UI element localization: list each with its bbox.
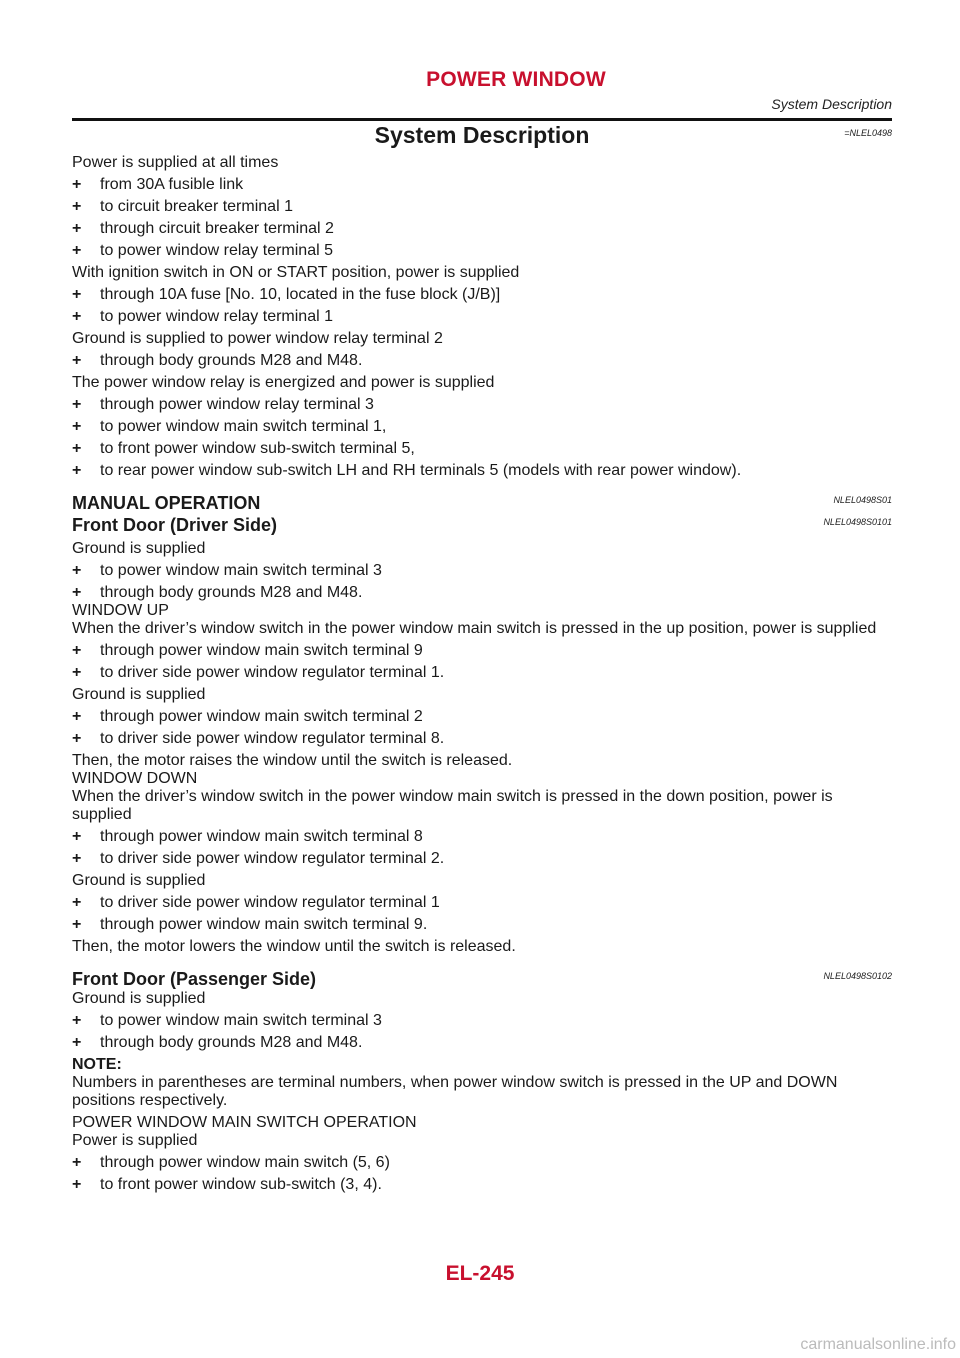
bullet-item <box>72 708 892 726</box>
driver-side-heading <box>72 514 892 536</box>
passenger-side-heading <box>72 968 892 990</box>
bullet-text: to power window main switch terminal 3 <box>100 1012 382 1029</box>
passenger-side-title: Front Door (Passenger Side) <box>72 969 317 989</box>
driver-side-code: NLEL0498S0101 <box>823 517 892 527</box>
driver-side-title: Front Door (Driver Side) <box>72 515 278 535</box>
bullet-glyph: + <box>72 352 82 369</box>
bullet-text: through circuit breaker terminal 2 <box>100 220 334 237</box>
paragraph: Power is supplied <box>72 1132 198 1149</box>
paragraph: Ground is supplied <box>72 686 206 703</box>
bullet-item <box>72 198 892 216</box>
bullet-text: through power window relay terminal 3 <box>100 396 374 413</box>
bullet-glyph: + <box>72 730 82 747</box>
paragraph: The power window relay is energized and power is supplied <box>72 374 495 391</box>
bullet-glyph: + <box>72 1176 82 1193</box>
header-subtitle: System Description <box>771 96 892 112</box>
page-content <box>72 120 892 1194</box>
paragraph: WINDOW UP <box>72 602 169 619</box>
bullet-text: through power window main switch terminal 9. <box>100 916 428 933</box>
bullet-glyph: + <box>72 894 82 911</box>
paragraph: With ignition switch in ON or START position, power is supplied <box>72 264 520 281</box>
bullet-glyph: + <box>72 220 82 237</box>
bullet-glyph: + <box>72 440 82 457</box>
driver-block <box>72 540 892 956</box>
paragraph: Ground is supplied <box>72 872 206 889</box>
bullet-glyph: + <box>72 1034 82 1051</box>
bullet-item <box>72 1034 892 1052</box>
bullet-glyph: + <box>72 642 82 659</box>
bullet-text: to power window relay terminal 5 <box>100 242 333 259</box>
bullet-text: to power window main switch terminal 1, <box>100 418 387 435</box>
paragraph: Ground is supplied to power window relay terminal 2 <box>72 330 443 347</box>
bullet-text: to driver side power window regulator terminal 8. <box>100 730 445 747</box>
bullet-text: through power window main switch terminal 2 <box>100 708 423 725</box>
bullet-item <box>72 664 892 682</box>
bullet-text: through power window main switch terminal 8 <box>100 828 423 845</box>
bullet-text: through body grounds M28 and M48. <box>100 1034 363 1051</box>
bullet-item <box>72 242 892 260</box>
bullet-glyph: + <box>72 462 82 479</box>
passenger-side-code: NLEL0498S0102 <box>823 971 892 981</box>
bullet-text: to front power window sub-switch (3, 4). <box>100 1176 382 1193</box>
paragraph: Power is supplied at all times <box>72 154 279 171</box>
paragraph: Then, the motor raises the window until the switch is released. <box>72 752 513 769</box>
bullet-glyph: + <box>72 850 82 867</box>
bullet-text: to driver side power window regulator terminal 1. <box>100 664 445 681</box>
bullet-glyph: + <box>72 198 82 215</box>
bullet-item <box>72 308 892 326</box>
paragraph: When the driver’s window switch in the power window main switch is pressed in the up position, power is supplied <box>72 620 877 637</box>
bullet-text: to driver side power window regulator terminal 1 <box>100 894 440 911</box>
bullet-item <box>72 916 892 934</box>
page-number: EL-245 <box>445 1262 515 1285</box>
paragraph: Then, the motor lowers the window until the switch is released. <box>72 938 516 955</box>
bullet-text: to power window main switch terminal 3 <box>100 562 382 579</box>
bullet-glyph: + <box>72 1012 82 1029</box>
bullet-item <box>72 642 892 660</box>
bullet-text: through 10A fuse [No. 10, located in the fuse block (J/B)] <box>100 286 501 303</box>
bullet-item <box>72 894 892 912</box>
bullet-item <box>72 584 892 602</box>
bullet-glyph: + <box>72 396 82 413</box>
intro-block <box>72 154 892 480</box>
bullet-item <box>72 220 892 238</box>
bullet-item <box>72 1012 892 1030</box>
paragraph: WINDOW DOWN <box>72 770 198 787</box>
bullet-glyph: + <box>72 562 82 579</box>
bullet-item <box>72 462 892 480</box>
bullet-text: through body grounds M28 and M48. <box>100 352 363 369</box>
bullet-glyph: + <box>72 828 82 845</box>
bullet-item <box>72 440 892 458</box>
paragraph: When the driver’s window switch in the power window main switch is pressed in the down position, power is supplied <box>72 788 833 823</box>
bullet-item <box>72 396 892 414</box>
manual-operation-code: NLEL0498S01 <box>833 495 892 505</box>
bullet-item <box>72 286 892 304</box>
bullet-item <box>72 418 892 436</box>
bullet-item <box>72 1176 892 1194</box>
bullet-glyph: + <box>72 664 82 681</box>
paragraph: Numbers in parentheses are terminal numbers, when power window switch is pressed in the UP and DOWN positions respectively. <box>72 1074 838 1109</box>
bullet-item <box>72 828 892 846</box>
bullet-item <box>72 730 892 748</box>
passenger-block <box>72 990 892 1194</box>
bullet-item <box>72 176 892 194</box>
bullet-item <box>72 352 892 370</box>
bullet-glyph: + <box>72 708 82 725</box>
paragraph: Ground is supplied <box>72 990 206 1007</box>
paragraph: Ground is supplied <box>72 540 206 557</box>
bullet-item <box>72 850 892 868</box>
bullet-text: to front power window sub-switch terminal 5, <box>100 440 415 457</box>
section-title <box>72 120 892 150</box>
bullet-glyph: + <box>72 286 82 303</box>
paragraph: POWER WINDOW MAIN SWITCH OPERATION <box>72 1114 417 1131</box>
bullet-text: to power window relay terminal 1 <box>100 308 333 325</box>
manual-operation-title: MANUAL OPERATION <box>72 493 261 513</box>
header-title: POWER WINDOW <box>426 68 606 91</box>
bullet-text: to circuit breaker terminal 1 <box>100 198 293 215</box>
section-title-text: System Description <box>374 122 590 148</box>
bullet-text: to rear power window sub-switch LH and RH terminals 5 (models with rear power window). <box>100 462 742 479</box>
watermark: carmanualsonline.info <box>800 1336 956 1353</box>
section-code: =NLEL0498 <box>844 128 892 138</box>
bullet-glyph: + <box>72 418 82 435</box>
bullet-glyph: + <box>72 1154 82 1171</box>
bullet-glyph: + <box>72 308 82 325</box>
note-label: NOTE: <box>72 1056 122 1073</box>
bullet-text: through power window main switch terminal 9 <box>100 642 423 659</box>
bullet-glyph: + <box>72 242 82 259</box>
bullet-glyph: + <box>72 916 82 933</box>
bullet-text: to driver side power window regulator terminal 2. <box>100 850 445 867</box>
bullet-item <box>72 1154 892 1172</box>
manual-operation-heading <box>72 492 892 514</box>
bullet-glyph: + <box>72 584 82 601</box>
bullet-item <box>72 562 892 580</box>
bullet-text: through power window main switch (5, 6) <box>100 1154 390 1171</box>
bullet-text: through body grounds M28 and M48. <box>100 584 363 601</box>
bullet-text: from 30A fusible link <box>100 176 244 193</box>
bullet-glyph: + <box>72 176 82 193</box>
